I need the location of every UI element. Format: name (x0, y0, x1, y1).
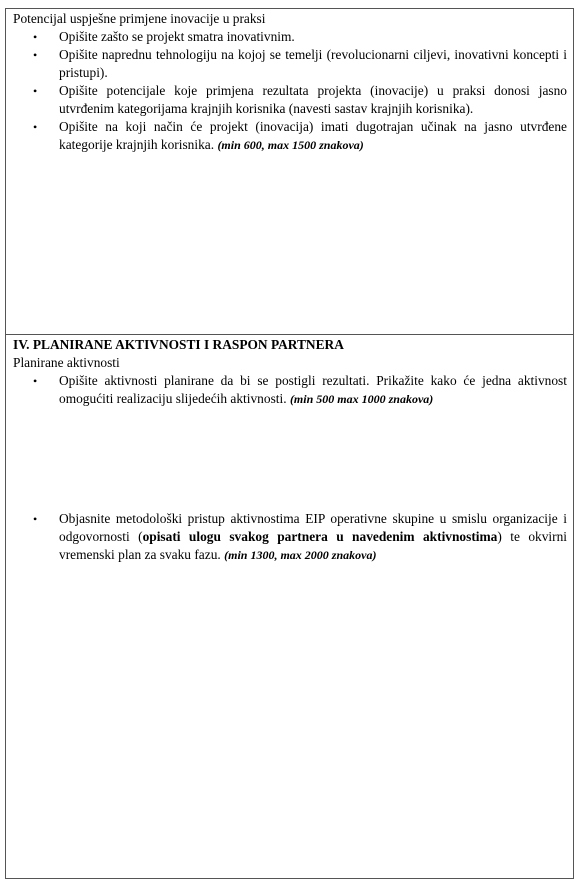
list-item-text: Opišite aktivnosti planirane da bi se postigli rezultati. Prikažite kako će jedna aktivnost omogućiti realizaciju slijedećih aktivnosti. (59, 373, 567, 406)
list-item-text-end: ) te okvirni vremenski plan za svaku fazu. (59, 529, 568, 562)
bullet-icon: • (33, 30, 38, 44)
list-item (13, 82, 567, 118)
character-limit-note: (min 500 max 1000 znakova) (289, 392, 434, 406)
list-item-text: Opišite potencijale koje primjena rezultata projekta (inovacije) u praksi donosi jasno utvrđenim kategorijama krajnjih korisnika (navesti sastav krajnjih korisnika). (59, 83, 567, 116)
list-item (13, 510, 567, 564)
planned-activities-cell (5, 334, 574, 879)
bullet-icon: • (33, 374, 38, 388)
character-limit-note: (min 1300, max 2000 znakova) (224, 548, 377, 562)
bullet-icon: • (33, 120, 38, 134)
list-item (13, 372, 567, 408)
list-item-text: Objasnite metodološki pristup aktivnostima EIP operativne skupine u smislu organizacije i odgovornosti ( (59, 511, 567, 544)
bullet-icon: • (33, 48, 38, 62)
list-item-text: Opišite naprednu tehnologiju na kojoj se temelji (revolucionarni ciljevi, inovativni koncepti i pristupi). (59, 47, 567, 80)
activities-bullet-list (13, 372, 567, 408)
innovation-bullet-list (13, 28, 567, 154)
methodology-bullet-list (13, 510, 567, 564)
bullet-icon: • (33, 84, 38, 98)
list-item (13, 46, 567, 82)
bullet-icon: • (33, 512, 38, 526)
section-heading: Potencijal uspješne primjene inovacije u praksi (13, 11, 266, 26)
list-item (13, 28, 567, 46)
list-item-text: Opišite zašto se projekt smatra inovativnim. (59, 29, 295, 44)
list-item-bold-text: opisati ulogu svakog partnera u navedenim aktivnostima (142, 529, 498, 544)
section-title: IV. PLANIRANE AKTIVNOSTI I RASPON PARTNERA (13, 337, 344, 352)
list-item (13, 118, 567, 154)
answer-space (13, 408, 567, 510)
subsection-heading: Planirane aktivnosti (13, 355, 120, 370)
list-item-text: Opišite na koji način će projekt (inovacija) imati dugotrajan učinak na jasno utvrđene kategorije krajnjih korisnika. (59, 119, 567, 152)
innovation-potential-cell (5, 8, 574, 335)
character-limit-note: (min 600, max 1500 znakova) (217, 138, 364, 152)
